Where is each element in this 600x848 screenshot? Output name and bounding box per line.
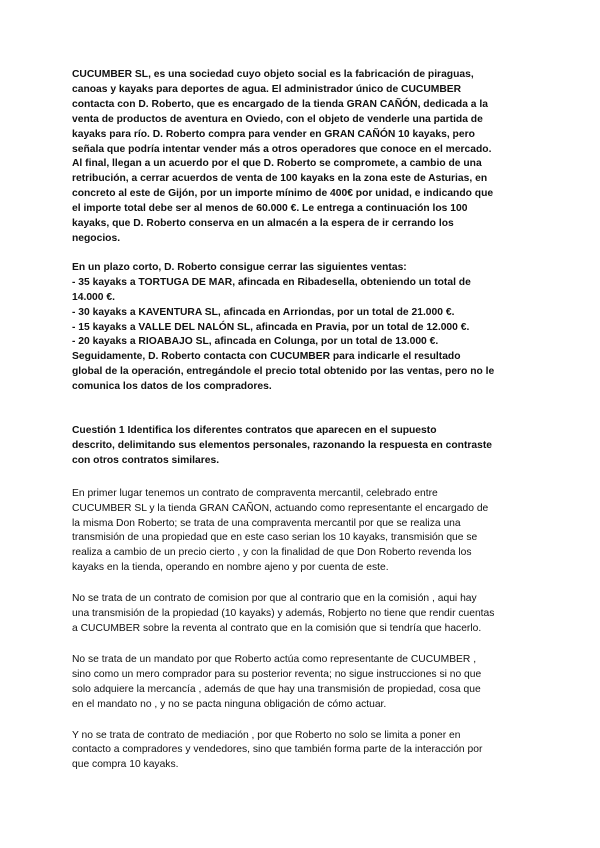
- text-line: No se trata de un mandato por que Roberto actúa como representante de CUCUMBER ,: [72, 653, 477, 665]
- sales-paragraph: [72, 261, 532, 395]
- text-line: el importe total debe ser al menos de 60.000 €. Le entrega a continuación los 100: [72, 203, 468, 215]
- text-line: 14.000 €.: [72, 291, 115, 303]
- spacer: [72, 576, 532, 592]
- text-line: kayaks, que D. Roberto conserva en un almacén a la espera de ir cerrando los: [72, 218, 454, 230]
- text-line: CUCUMBER SL, es una sociedad cuyo objeto social es la fabricación de piraguas,: [72, 69, 474, 80]
- text-line: concreto al este de Gijón, por un importe mínimo de 400€ por unidad, e indicando que: [72, 188, 494, 200]
- text-line: señala que podría intentar vender más a otros operadores que conoce en el mercado.: [72, 143, 492, 155]
- text-line: retribución, a cerrar acuerdos de venta de 100 kayaks en la zona este de Asturias, en: [72, 173, 488, 185]
- text-line: comunica los datos de los compradores.: [72, 381, 272, 393]
- text-line: solo adquiere la mercancía , además de que hay una transmisión de propiedad, cosa que: [72, 683, 481, 695]
- text-line: No se trata de un contrato de comision por que al contrario que en la comisión , aqui hay: [72, 593, 477, 605]
- spacer: [72, 247, 532, 261]
- text-line: kayaks para río. D. Roberto compra para vender en GRAN CAÑÓN 10 kayaks, pero: [72, 128, 475, 140]
- text-line: CUCUMBER SL y la tienda GRAN CAÑON, actuando como representante el encargado de: [72, 502, 489, 514]
- list-item: - 30 kayaks a KAVENTURA SL, afincada en Arriondas, por un total de 21.000 €.: [72, 306, 455, 318]
- text-line: con otros contratos similares.: [72, 454, 220, 466]
- text-line: global de la operación, entregándole el precio total obtenido por las ventas, pero no le: [72, 366, 495, 378]
- list-item: - 15 kayaks a VALLE DEL NALÓN SL, afincada en Pravia, por un total de 12.000 €.: [72, 321, 470, 333]
- text-line: descrito, delimitando sus elementos personales, razonando la respuesta en contraste: [72, 439, 493, 451]
- answer-paragraph-compraventa: [72, 487, 532, 576]
- answer-paragraph-comision: [72, 592, 532, 637]
- list-item: - 20 kayaks a RIOABAJO SL, afincada en Colunga, por un total de 13.000 €.: [72, 336, 439, 348]
- text-line: en el mandato no , y no se pacta ninguna obligación de cómo actuar.: [72, 698, 387, 710]
- text-line: Cuestión 1 Identifica los diferentes contratos que aparecen en el supuesto: [72, 425, 437, 437]
- text-line: una transmisión de la propiedad (10 kayaks) y además, Robjerto no tiene que rendir cuentas: [72, 608, 495, 620]
- text-line: contacto a compradores y vendedores, sino que también forma parte de la interacción por: [72, 744, 483, 756]
- spacer: [72, 469, 532, 487]
- text-line: Seguidamente, D. Roberto contacta con CUCUMBER para indicarle el resultado: [72, 351, 461, 363]
- text-line: En un plazo corto, D. Roberto consigue cerrar las siguientes ventas:: [72, 261, 407, 273]
- text-line: la misma Don Roberto; se trata de una compraventa mercantil por que se realiza una: [72, 517, 461, 529]
- spacer: [72, 395, 532, 424]
- text-line: sino como un mero comprador para su posterior reventa; no sigue instrucciones si no que: [72, 668, 482, 680]
- case-intro-paragraph: [72, 68, 532, 247]
- text-line: kayaks en la tienda, operando en nombre ajeno y por cuenta de este.: [72, 562, 389, 574]
- question-heading: [72, 424, 532, 469]
- document-body: [72, 68, 532, 773]
- text-line: Al final, llegan a un acuerdo por el que D. Roberto se compromete, a cambio de una: [72, 158, 482, 170]
- text-line: que compra 10 kayaks.: [72, 759, 179, 771]
- text-line: venta de productos de aventura en Oviedo, con el objeto de venderle una partida de: [72, 113, 483, 125]
- text-line: Y no se trata de contrato de mediación , por que Roberto no solo se limita a poner en: [72, 729, 461, 741]
- spacer: [72, 637, 532, 653]
- text-line: canoas y kayaks para deportes de agua. El administrador único de CUCUMBER: [72, 83, 462, 95]
- text-line: contacta con D. Roberto, que es encargado de la tienda GRAN CAÑÓN, dedicada a la: [72, 98, 488, 110]
- list-item: - 35 kayaks a TORTUGA DE MAR, afincada en Ribadesella, obteniendo un total de: [72, 276, 471, 288]
- text-line: a CUCUMBER sobre la reventa al contrato que en la comisión que si tendría que hacerlo.: [72, 623, 482, 634]
- text-line: transmisión de una propiedad que en este caso serian los 10 kayaks, transmisión que se: [72, 532, 478, 544]
- answer-paragraph-mandato: [72, 653, 532, 713]
- answer-paragraph-mediacion: [72, 729, 532, 774]
- spacer: [72, 713, 532, 729]
- text-line: En primer lugar tenemos un contrato de compraventa mercantil, celebrado entre: [72, 487, 438, 499]
- text-line: realiza a cambio de un precio cierto , y con la finalidad de que Don Roberto revenda los: [72, 547, 472, 559]
- text-line: negocios.: [72, 232, 121, 244]
